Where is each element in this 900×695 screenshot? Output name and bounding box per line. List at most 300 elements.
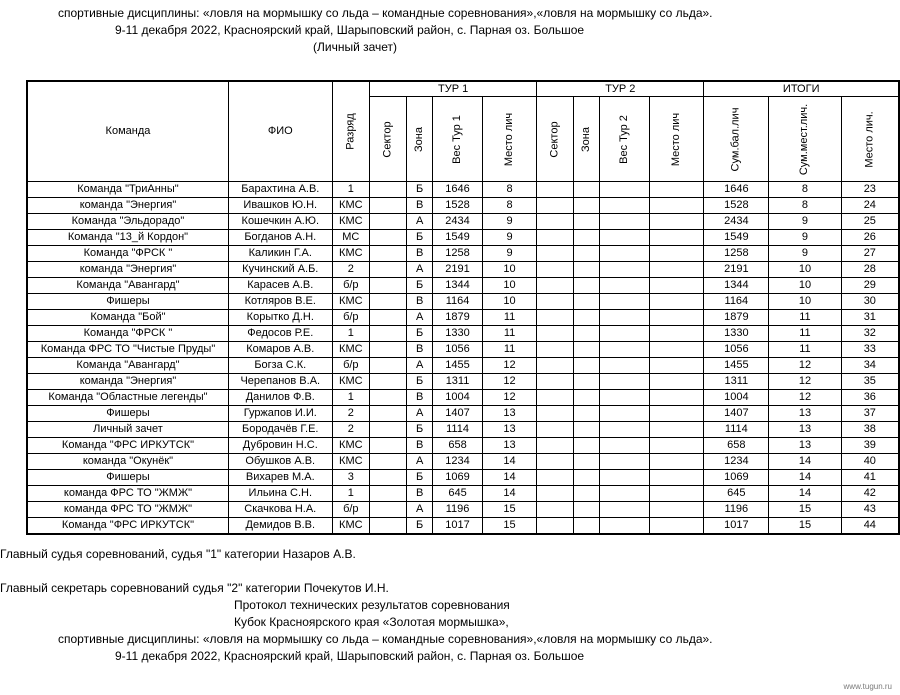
col-place-2: Место лич <box>650 97 704 182</box>
place1-cell: 10 <box>482 294 536 310</box>
rank-cell: КМС <box>332 198 369 214</box>
weight1-cell: 645 <box>433 486 483 502</box>
zone-cell: В <box>407 198 433 214</box>
zone-cell: Б <box>407 422 433 438</box>
sector1-cell <box>370 438 407 454</box>
place2-cell <box>650 390 704 406</box>
zone2-cell <box>574 246 600 262</box>
name-cell: Комаров А.В. <box>228 342 332 358</box>
table-row <box>27 246 899 262</box>
team-cell: Фишеры <box>27 470 228 486</box>
zone-cell: А <box>407 310 433 326</box>
sum-score-cell: 1407 <box>704 406 769 422</box>
place1-cell: 15 <box>482 518 536 535</box>
col-sum-score: Сум.бал.лич <box>704 97 769 182</box>
zone-cell: В <box>407 438 433 454</box>
weight1-cell: 658 <box>433 438 483 454</box>
footer-disciplines: спортивные дисциплины: «ловля на мормышку со льда – командные соревнования»,«ловля на мормышку со льда». <box>58 632 713 646</box>
zone-cell: А <box>407 406 433 422</box>
team-cell: Команда "Бой" <box>27 310 228 326</box>
header-personal-standings: (Личный зачет) <box>313 40 398 54</box>
rank-cell: КМС <box>332 246 369 262</box>
place2-cell <box>650 326 704 342</box>
sector1-cell <box>370 342 407 358</box>
chief-secretary: Главный секретарь соревнований судья "2" категории Почекутов И.Н. <box>0 581 389 595</box>
team-cell: Команда ФРС ТО "Чистые Пруды" <box>27 342 228 358</box>
place2-cell <box>650 246 704 262</box>
sector2-cell <box>537 214 574 230</box>
sector2-cell <box>537 358 574 374</box>
final-place-cell: 30 <box>841 294 899 310</box>
zone-cell: Б <box>407 518 433 535</box>
sector1-cell <box>370 198 407 214</box>
weight2-cell <box>600 406 650 422</box>
sector1-cell <box>370 518 407 535</box>
place1-cell: 8 <box>482 198 536 214</box>
sum-place-cell: 13 <box>769 406 841 422</box>
team-cell: команда "Энергия" <box>27 374 228 390</box>
col-zone-2: Зона <box>574 97 600 182</box>
weight1-cell: 2434 <box>433 214 483 230</box>
col-sector-1: Сектор <box>370 97 407 182</box>
zone-cell: В <box>407 342 433 358</box>
weight1-cell: 1879 <box>433 310 483 326</box>
weight2-cell <box>600 486 650 502</box>
place1-cell: 14 <box>482 454 536 470</box>
sum-place-cell: 14 <box>769 454 841 470</box>
results-body <box>27 182 899 535</box>
table-row <box>27 182 899 198</box>
sum-score-cell: 1344 <box>704 278 769 294</box>
weight1-cell: 1056 <box>433 342 483 358</box>
weight2-cell <box>600 454 650 470</box>
rank-cell: 2 <box>332 262 369 278</box>
sum-score-cell: 1646 <box>704 182 769 198</box>
rank-cell: КМС <box>332 294 369 310</box>
place1-cell: 12 <box>482 374 536 390</box>
zone2-cell <box>574 310 600 326</box>
name-cell: Федосов Р.Е. <box>228 326 332 342</box>
place2-cell <box>650 406 704 422</box>
sum-score-cell: 1004 <box>704 390 769 406</box>
zone2-cell <box>574 358 600 374</box>
place1-cell: 15 <box>482 502 536 518</box>
weight2-cell <box>600 246 650 262</box>
zone-cell: В <box>407 390 433 406</box>
name-cell: Бородачёв Г.Е. <box>228 422 332 438</box>
team-cell: Команда "Областные легенды" <box>27 390 228 406</box>
sum-score-cell: 645 <box>704 486 769 502</box>
team-cell: команда ФРС ТО "ЖМЖ" <box>27 502 228 518</box>
sum-place-cell: 11 <box>769 310 841 326</box>
name-cell: Скачкова Н.А. <box>228 502 332 518</box>
sum-place-cell: 13 <box>769 438 841 454</box>
weight2-cell <box>600 198 650 214</box>
rank-cell: КМС <box>332 342 369 358</box>
zone-cell: А <box>407 358 433 374</box>
zone-cell: Б <box>407 374 433 390</box>
sum-place-cell: 9 <box>769 230 841 246</box>
weight2-cell <box>600 278 650 294</box>
rank-cell: КМС <box>332 518 369 535</box>
place1-cell: 11 <box>482 310 536 326</box>
sum-score-cell: 1196 <box>704 502 769 518</box>
sum-score-cell: 1114 <box>704 422 769 438</box>
col-place-1: Место лич <box>482 97 536 182</box>
col-rank: Разряд <box>332 81 369 182</box>
sector2-cell <box>537 310 574 326</box>
sector2-cell <box>537 326 574 342</box>
zone2-cell <box>574 406 600 422</box>
place1-cell: 13 <box>482 422 536 438</box>
sum-score-cell: 1069 <box>704 470 769 486</box>
team-cell: команда ФРС ТО "ЖМЖ" <box>27 486 228 502</box>
weight2-cell <box>600 262 650 278</box>
table-row <box>27 326 899 342</box>
team-cell: Фишеры <box>27 406 228 422</box>
table-row <box>27 278 899 294</box>
name-cell: Барахтина А.В. <box>228 182 332 198</box>
weight1-cell: 1407 <box>433 406 483 422</box>
table-row <box>27 502 899 518</box>
sector1-cell <box>370 470 407 486</box>
weight2-cell <box>600 422 650 438</box>
zone-cell: В <box>407 486 433 502</box>
rank-cell: 1 <box>332 326 369 342</box>
sum-score-cell: 1164 <box>704 294 769 310</box>
final-place-cell: 44 <box>841 518 899 535</box>
weight2-cell <box>600 470 650 486</box>
team-cell: Команда "ФРСК " <box>27 326 228 342</box>
name-cell: Котляров В.Е. <box>228 294 332 310</box>
name-cell: Каликин Г.А. <box>228 246 332 262</box>
sector2-cell <box>537 390 574 406</box>
footer-date-location: 9-11 декабря 2022, Красноярский край, Шарыповский район, с. Парная оз. Большое <box>115 649 585 663</box>
sum-score-cell: 658 <box>704 438 769 454</box>
sum-place-cell: 9 <box>769 246 841 262</box>
sector2-cell <box>537 422 574 438</box>
col-sector-2: Сектор <box>537 97 574 182</box>
rank-cell: 2 <box>332 422 369 438</box>
sector2-cell <box>537 342 574 358</box>
place1-cell: 8 <box>482 182 536 198</box>
place1-cell: 10 <box>482 278 536 294</box>
sum-place-cell: 13 <box>769 422 841 438</box>
sector1-cell <box>370 310 407 326</box>
header-date-location: 9-11 декабря 2022, Красноярский край, Шарыповский район, с. Парная оз. Большое <box>115 23 585 37</box>
name-cell: Демидов В.В. <box>228 518 332 535</box>
zone-cell: Б <box>407 326 433 342</box>
place2-cell <box>650 262 704 278</box>
sum-place-cell: 12 <box>769 374 841 390</box>
sum-place-cell: 11 <box>769 342 841 358</box>
place2-cell <box>650 230 704 246</box>
team-cell: Команда "Авангард" <box>27 278 228 294</box>
sector2-cell <box>537 406 574 422</box>
final-place-cell: 31 <box>841 310 899 326</box>
zone2-cell <box>574 374 600 390</box>
final-place-cell: 29 <box>841 278 899 294</box>
zone2-cell <box>574 294 600 310</box>
final-place-cell: 41 <box>841 470 899 486</box>
place1-cell: 12 <box>482 358 536 374</box>
col-weight-2: Вес Тур 2 <box>600 97 650 182</box>
place2-cell <box>650 518 704 535</box>
sector2-cell <box>537 230 574 246</box>
sector1-cell <box>370 230 407 246</box>
sum-score-cell: 1258 <box>704 246 769 262</box>
rank-cell: 2 <box>332 406 369 422</box>
sector2-cell <box>537 278 574 294</box>
col-sum-place: Сум.мест.лич. <box>769 97 841 182</box>
weight1-cell: 2191 <box>433 262 483 278</box>
team-cell: Команда "13_й Кордон" <box>27 230 228 246</box>
sum-place-cell: 10 <box>769 262 841 278</box>
final-place-cell: 38 <box>841 422 899 438</box>
sector2-cell <box>537 246 574 262</box>
sum-score-cell: 1879 <box>704 310 769 326</box>
sum-place-cell: 14 <box>769 486 841 502</box>
team-cell: Команда "Эльдорадо" <box>27 214 228 230</box>
weight2-cell <box>600 294 650 310</box>
sector2-cell <box>537 294 574 310</box>
sum-place-cell: 8 <box>769 182 841 198</box>
place1-cell: 11 <box>482 326 536 342</box>
watermark: www.tugun.ru <box>843 682 892 691</box>
zone2-cell <box>574 470 600 486</box>
sector2-cell <box>537 470 574 486</box>
place1-cell: 14 <box>482 486 536 502</box>
place1-cell: 13 <box>482 438 536 454</box>
zone2-cell <box>574 278 600 294</box>
place2-cell <box>650 358 704 374</box>
sum-score-cell: 1017 <box>704 518 769 535</box>
sector1-cell <box>370 326 407 342</box>
rank-cell: б/р <box>332 310 369 326</box>
final-place-cell: 42 <box>841 486 899 502</box>
sum-score-cell: 1330 <box>704 326 769 342</box>
weight2-cell <box>600 518 650 535</box>
rank-cell: 1 <box>332 390 369 406</box>
table-row <box>27 358 899 374</box>
sector1-cell <box>370 278 407 294</box>
sector1-cell <box>370 262 407 278</box>
zone-cell: Б <box>407 230 433 246</box>
team-cell: команда "Окунёк" <box>27 454 228 470</box>
sector1-cell <box>370 246 407 262</box>
sector2-cell <box>537 454 574 470</box>
zone-cell: Б <box>407 182 433 198</box>
zone-cell: Б <box>407 278 433 294</box>
place2-cell <box>650 214 704 230</box>
final-place-cell: 36 <box>841 390 899 406</box>
sum-score-cell: 1311 <box>704 374 769 390</box>
weight2-cell <box>600 214 650 230</box>
weight1-cell: 1114 <box>433 422 483 438</box>
sector2-cell <box>537 374 574 390</box>
sum-place-cell: 10 <box>769 278 841 294</box>
place1-cell: 9 <box>482 230 536 246</box>
place1-cell: 14 <box>482 470 536 486</box>
weight2-cell <box>600 390 650 406</box>
table-row <box>27 310 899 326</box>
rank-cell: КМС <box>332 454 369 470</box>
final-place-cell: 25 <box>841 214 899 230</box>
weight2-cell <box>600 230 650 246</box>
final-place-cell: 32 <box>841 326 899 342</box>
table-row <box>27 342 899 358</box>
sector1-cell <box>370 182 407 198</box>
table-row <box>27 406 899 422</box>
team-cell: Личный зачет <box>27 422 228 438</box>
sector1-cell <box>370 422 407 438</box>
rank-cell: б/р <box>332 502 369 518</box>
final-place-cell: 37 <box>841 406 899 422</box>
rank-cell: МС <box>332 230 369 246</box>
sector2-cell <box>537 438 574 454</box>
sum-place-cell: 12 <box>769 390 841 406</box>
zone2-cell <box>574 182 600 198</box>
zone2-cell <box>574 230 600 246</box>
sum-score-cell: 2434 <box>704 214 769 230</box>
zone2-cell <box>574 198 600 214</box>
place2-cell <box>650 310 704 326</box>
weight2-cell <box>600 374 650 390</box>
rank-cell: 1 <box>332 182 369 198</box>
weight1-cell: 1069 <box>433 470 483 486</box>
name-cell: Данилов Ф.В. <box>228 390 332 406</box>
sum-place-cell: 14 <box>769 470 841 486</box>
table-row <box>27 454 899 470</box>
weight2-cell <box>600 438 650 454</box>
weight1-cell: 1330 <box>433 326 483 342</box>
col-name: ФИО <box>228 81 332 182</box>
zone2-cell <box>574 326 600 342</box>
cup-title: Кубок Красноярского края «Золотая мормышка», <box>234 615 509 629</box>
weight2-cell <box>600 310 650 326</box>
zone-cell: В <box>407 246 433 262</box>
place2-cell <box>650 470 704 486</box>
name-cell: Черепанов В.А. <box>228 374 332 390</box>
sector2-cell <box>537 518 574 535</box>
sector1-cell <box>370 374 407 390</box>
zone-cell: А <box>407 262 433 278</box>
place2-cell <box>650 502 704 518</box>
col-weight-1: Вес Тур 1 <box>433 97 483 182</box>
protocol-title: Протокол технических результатов соревнования <box>234 598 510 612</box>
sector1-cell <box>370 214 407 230</box>
team-cell: Команда "ФРСК " <box>27 246 228 262</box>
weight2-cell <box>600 182 650 198</box>
sector1-cell <box>370 294 407 310</box>
rank-cell: КМС <box>332 374 369 390</box>
weight1-cell: 1004 <box>433 390 483 406</box>
table-row <box>27 470 899 486</box>
sum-place-cell: 10 <box>769 294 841 310</box>
weight2-cell <box>600 502 650 518</box>
table-row <box>27 486 899 502</box>
weight1-cell: 1311 <box>433 374 483 390</box>
final-place-cell: 40 <box>841 454 899 470</box>
sector2-cell <box>537 182 574 198</box>
zone2-cell <box>574 422 600 438</box>
final-place-cell: 33 <box>841 342 899 358</box>
name-cell: Обушков А.В. <box>228 454 332 470</box>
sector1-cell <box>370 502 407 518</box>
weight2-cell <box>600 326 650 342</box>
place2-cell <box>650 422 704 438</box>
name-cell: Карасев А.В. <box>228 278 332 294</box>
table-row <box>27 230 899 246</box>
final-place-cell: 28 <box>841 262 899 278</box>
zone2-cell <box>574 502 600 518</box>
place1-cell: 9 <box>482 214 536 230</box>
sector2-cell <box>537 262 574 278</box>
group-totals: ИТОГИ <box>704 81 899 97</box>
zone2-cell <box>574 214 600 230</box>
group-tour2: ТУР 2 <box>537 81 704 97</box>
sector1-cell <box>370 406 407 422</box>
zone-cell: А <box>407 502 433 518</box>
place1-cell: 12 <box>482 390 536 406</box>
rank-cell: КМС <box>332 438 369 454</box>
sum-score-cell: 1234 <box>704 454 769 470</box>
weight1-cell: 1196 <box>433 502 483 518</box>
sum-place-cell: 15 <box>769 518 841 535</box>
zone2-cell <box>574 262 600 278</box>
sector1-cell <box>370 486 407 502</box>
table-row <box>27 438 899 454</box>
place2-cell <box>650 438 704 454</box>
final-place-cell: 34 <box>841 358 899 374</box>
table-row <box>27 422 899 438</box>
weight1-cell: 1549 <box>433 230 483 246</box>
weight2-cell <box>600 342 650 358</box>
weight1-cell: 1017 <box>433 518 483 535</box>
zone-cell: В <box>407 294 433 310</box>
zone-cell: Б <box>407 470 433 486</box>
place1-cell: 13 <box>482 406 536 422</box>
col-final-place: Место лич. <box>841 97 899 182</box>
place2-cell <box>650 374 704 390</box>
team-cell: Команда "ФРС ИРКУТСК" <box>27 438 228 454</box>
zone2-cell <box>574 454 600 470</box>
final-place-cell: 39 <box>841 438 899 454</box>
final-place-cell: 26 <box>841 230 899 246</box>
table-row <box>27 214 899 230</box>
name-cell: Дубровин Н.С. <box>228 438 332 454</box>
name-cell: Ильина С.Н. <box>228 486 332 502</box>
team-cell: Команда "ФРС ИРКУТСК" <box>27 518 228 535</box>
zone2-cell <box>574 342 600 358</box>
sector2-cell <box>537 198 574 214</box>
zone2-cell <box>574 518 600 535</box>
team-cell: Команда "ТриАнны" <box>27 182 228 198</box>
table-row <box>27 198 899 214</box>
place2-cell <box>650 342 704 358</box>
sum-score-cell: 1455 <box>704 358 769 374</box>
final-place-cell: 43 <box>841 502 899 518</box>
sum-place-cell: 11 <box>769 326 841 342</box>
place1-cell: 9 <box>482 246 536 262</box>
place2-cell <box>650 486 704 502</box>
rank-cell: б/р <box>332 278 369 294</box>
zone-cell: А <box>407 214 433 230</box>
sector2-cell <box>537 502 574 518</box>
name-cell: Гуржапов И.И. <box>228 406 332 422</box>
place2-cell <box>650 198 704 214</box>
name-cell: Кошечкин А.Ю. <box>228 214 332 230</box>
